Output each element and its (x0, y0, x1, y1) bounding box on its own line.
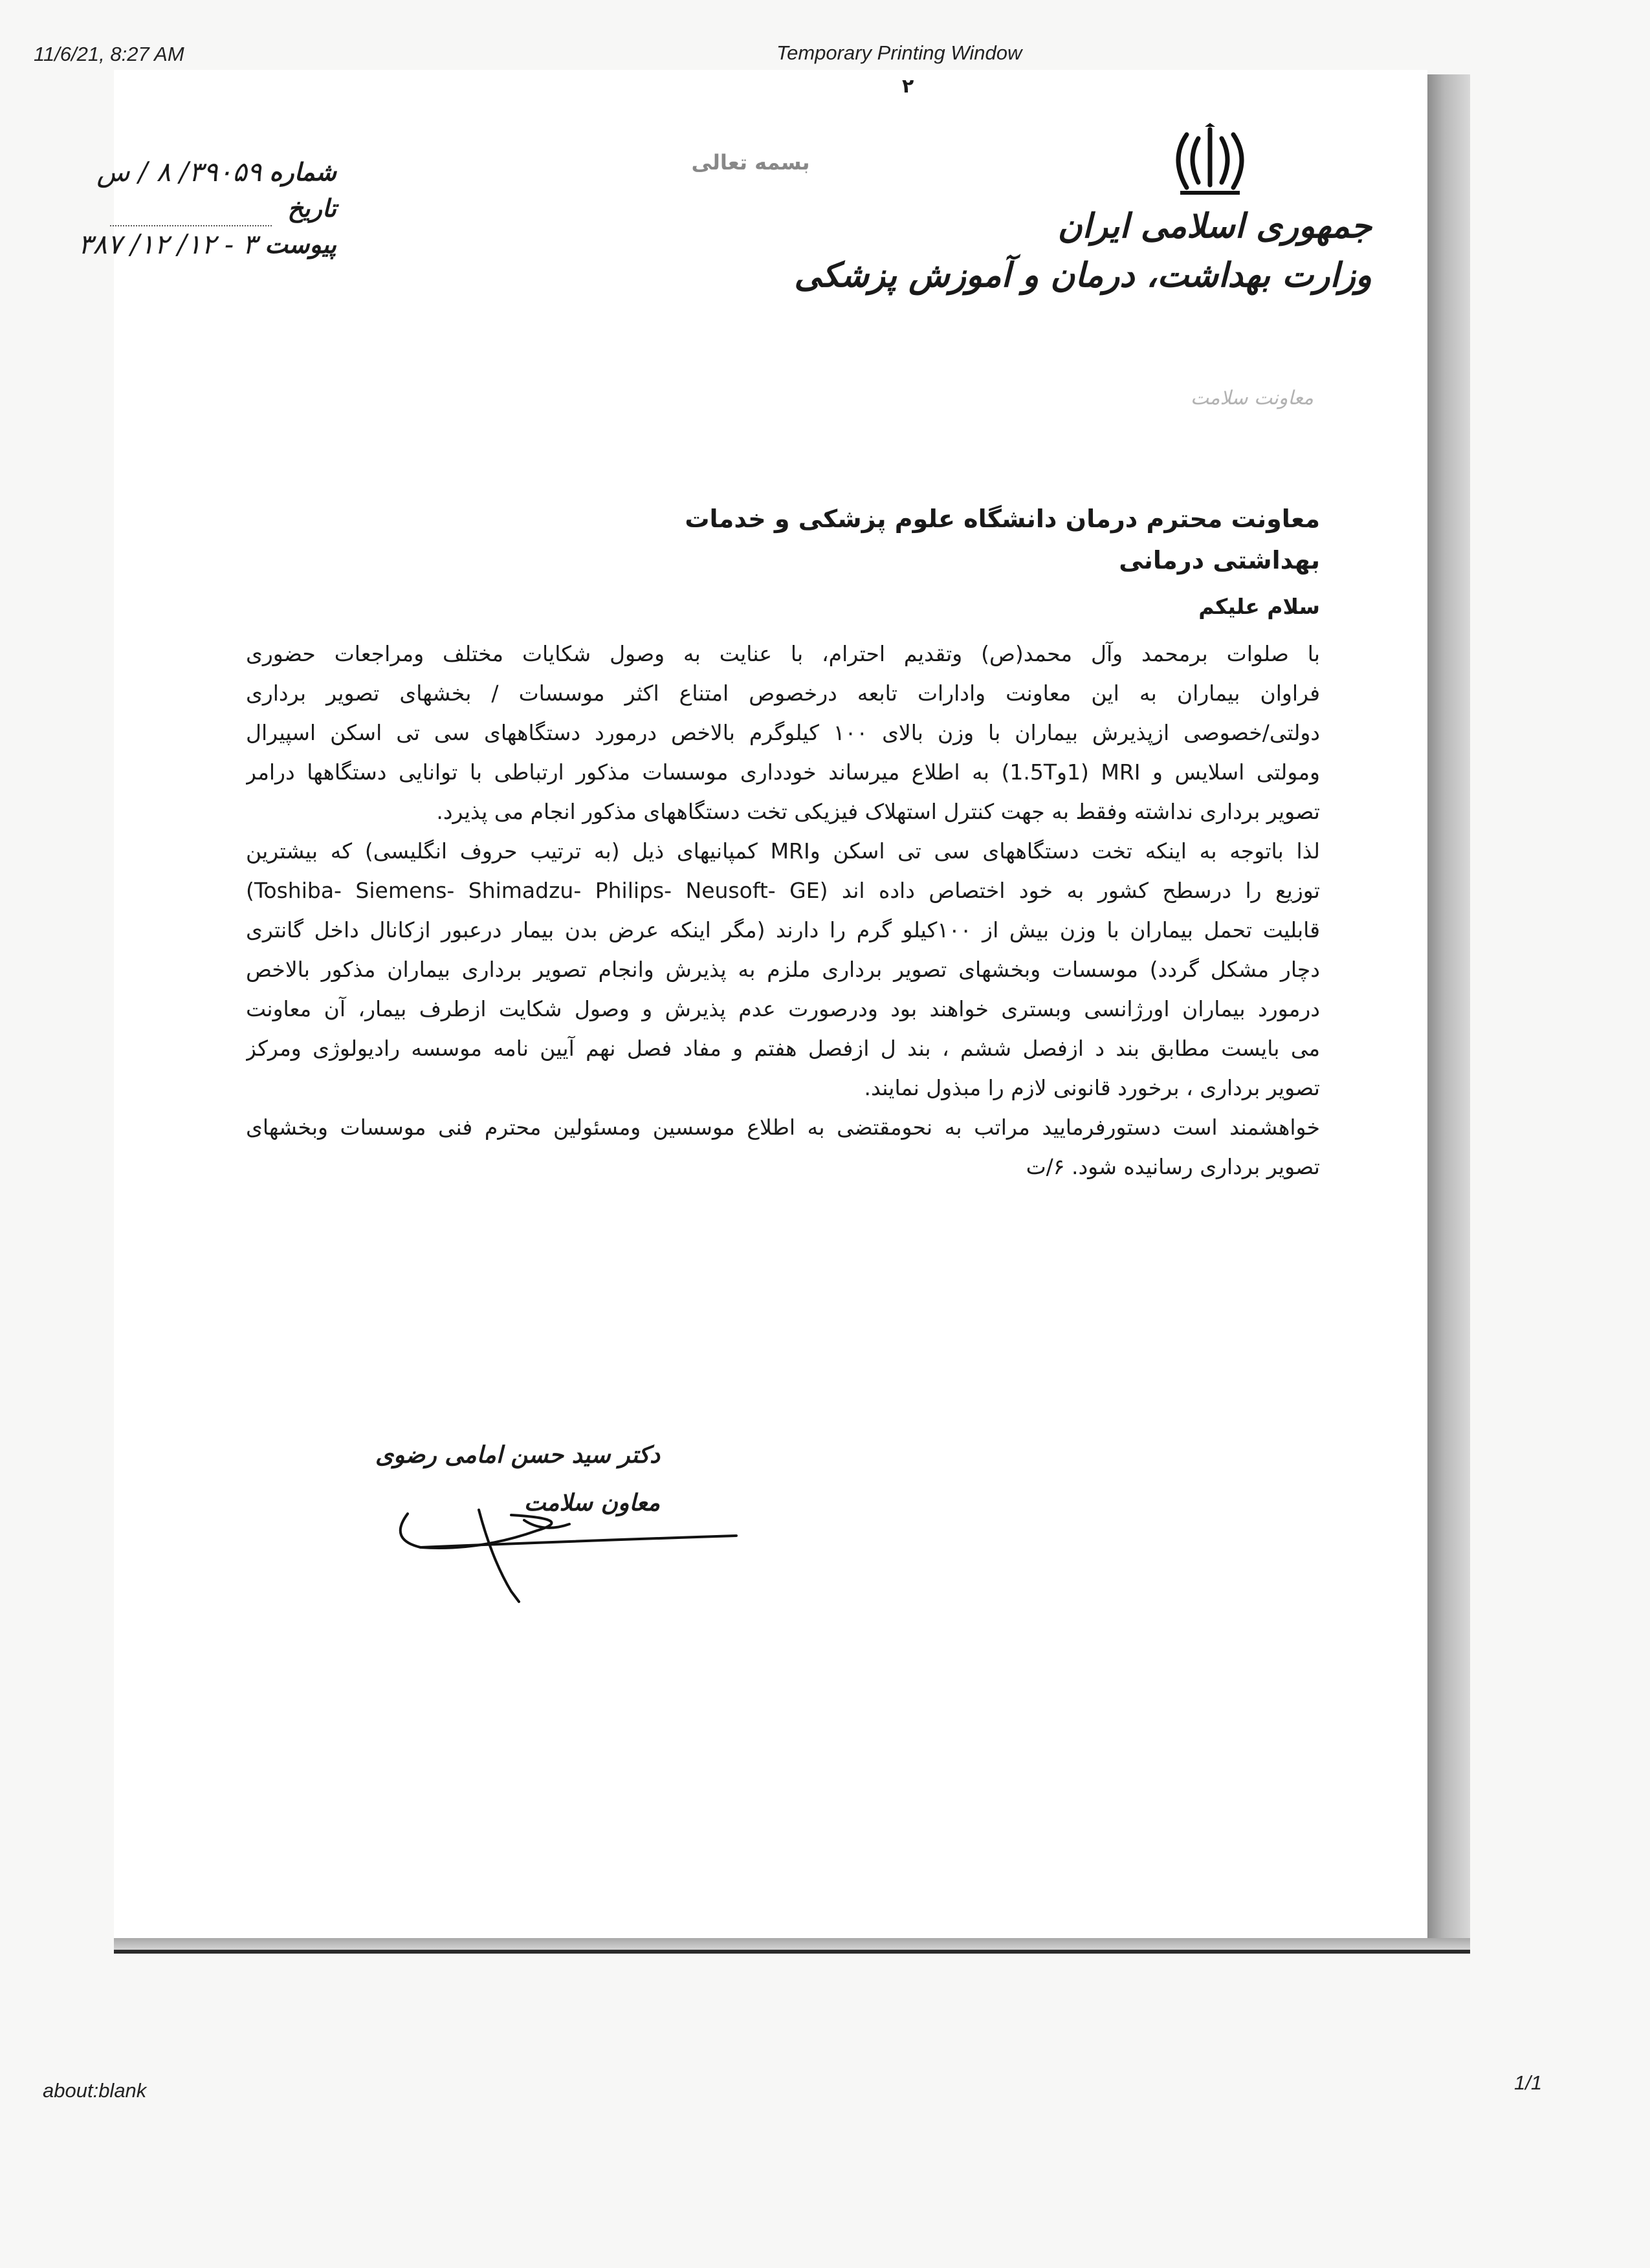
national-emblem-icon (1165, 123, 1255, 201)
handwritten-signature (382, 1468, 744, 1611)
reference-number-value: ۳۹۰۵۹/ ۸ / س (96, 156, 262, 188)
body-line: تصویر برداری رسانیده شود. ۶/ت (1026, 1154, 1320, 1179)
body-line: دچار مشکل گردد) موسسات وبخشهای تصویر برداری ملزم به پذیرش وانجام تصویر برداری بیماران مذکور بالاخص (246, 957, 1320, 982)
body-line: ومولتی اسلایس و MRI (1و1.5T) به اطلاع میرساند خودداری موسسات مذکور ارتباطی با توانایی دستگاهها درامر (246, 759, 1320, 785)
basmala: بسمه تعالی (691, 150, 810, 175)
ministry-line-2: وزارت بهداشت، درمان و آموزش پزشکی (794, 256, 1372, 295)
signatory-name: دکتر سید حسن امامی رضوی (375, 1441, 660, 1468)
body-line: قابلیت تحمل بیماران با وزن بیش از ۱۰۰کیلو گرم را دارند (مگر اینکه عرض بدن بیمار درعبور ازکانال داخل گانتری (246, 917, 1320, 943)
body-line: درمورد بیماران اورژانسی وبستری خواهند بود ودرصورت عدم پذیرش و وصول شکایت ازطرف بیمار، آن معاونت (246, 996, 1320, 1021)
reference-date-label: تاریخ (287, 193, 336, 223)
body-line: لذا باتوجه به اینکه تخت دستگاههای سی تی اسکن وMRI کمپانیهای ذیل (به ترتیب حروف انگلیسی) که بیشترین (246, 838, 1320, 864)
reference-attachment-value: ۳ - ۱۲/ ۱۲/ ۳۸۷ (78, 228, 258, 260)
print-url: about:blank (43, 2079, 147, 2102)
recipient-line: معاونت محترم درمان دانشگاه علوم پزشکی و خدمات بهداشتی درمانی (685, 505, 1320, 574)
body-line: فراوان بیماران به این معاونت وادارات تابعه درخصوص امتناع اکثر موسسات / بخشهای تصویر برداری (246, 681, 1320, 706)
scan-shadow-bottom (114, 1938, 1470, 1950)
body-line: خواهشمند است دستورفرمایید مراتب به نحومقتضی به اطلاع موسسین ومسئولین محترم فنی موسسات وبخشهای (246, 1115, 1320, 1140)
reference-attachment-label: پیوست (265, 230, 336, 259)
body-line: توزیع را درسطح کشور به خود اختصاص داده اند (Toshiba- Siemens- Shimadzu- Philips- Neusoft- GE) (246, 878, 1320, 903)
reference-attachment-row (78, 226, 336, 263)
print-datetime: 11/6/21, 8:27 AM (34, 43, 184, 65)
body-line: تصویر برداری نداشته وفقط به جهت کنترل استهلاک فیزیکی تخت دستگاههای مذکور انجام می پذیرد. (436, 799, 1320, 824)
print-window-title: Temporary Printing Window (776, 41, 1022, 64)
letter-body (246, 634, 1320, 1186)
reference-number-label: شماره (269, 157, 336, 186)
reference-number-row (96, 154, 336, 190)
body-line: دولتی/خصوصی ازپذیرش بیماران با وزن بالای ۱۰۰ کیلوگرم بالاخص درمورد دستگاههای سی تی اسکن اسپیرال (246, 720, 1320, 745)
reference-date-row (110, 190, 336, 226)
signatory-title: معاون سلامت (523, 1489, 660, 1516)
ministry-name (794, 202, 1372, 300)
body-line: با صلوات برمحمد وآل محمد(ص) وتقدیم احترام، با عنایت به وصول شکایات مختلف ومراجعات حضوری (246, 641, 1320, 666)
body-line: می بایست مطابق بند د ازفصل ششم ، بند ل ازفصل هفتم و مفاد فصل نهم آیین نامه موسسه رادیولوژی ومرکز (246, 1036, 1320, 1061)
page-number-mark: ۲ (902, 75, 914, 98)
reference-block (78, 154, 336, 263)
print-page-number: 1/1 (1514, 2071, 1543, 2094)
body-line: تصویر برداری ، برخورد قانونی لازم را مبذول نمایند. (864, 1075, 1320, 1100)
reference-date-dotline (110, 203, 272, 226)
ministry-line-1: جمهوری اسلامی ایران (1057, 206, 1372, 246)
scan-edge-bottom (114, 1950, 1470, 1954)
greeting: سلام علیکم (1198, 594, 1320, 619)
scan-shadow-right (1427, 74, 1470, 1952)
deputy-office-stamp: معاونت سلامت (1190, 387, 1314, 409)
